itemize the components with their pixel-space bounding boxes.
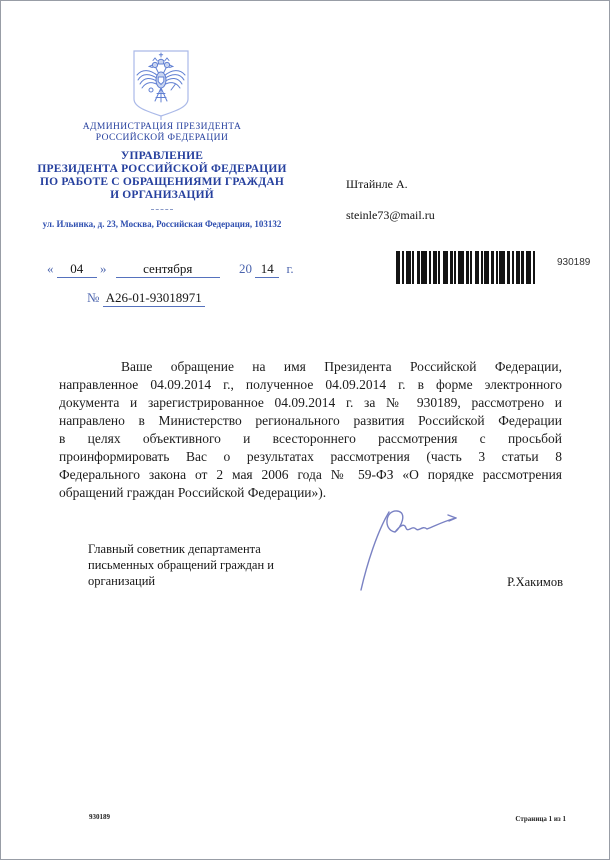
handwritten-signature (345, 502, 463, 597)
barcode-bar (450, 251, 453, 284)
registration-number-value: А26-01-93018971 (103, 290, 205, 307)
barcode-bar (521, 251, 524, 284)
letterhead-ornament-divider (151, 209, 173, 210)
signature-ink-icon (345, 502, 463, 592)
footer-reference-number: 930189 (89, 813, 110, 821)
date-unit: г. (286, 261, 294, 276)
barcode-bar (516, 251, 520, 284)
body-line: проинформировать Вас о результатах рассмотрения (часть 3 статьи 8 (59, 449, 562, 464)
signer-title-line1: Главный советник департамента (88, 542, 261, 556)
barcode-bar (458, 251, 464, 284)
barcode-bar (496, 251, 498, 284)
recipient-name: Штайнле А. (346, 177, 408, 191)
barcode-bar (406, 251, 411, 284)
barcode-bar (412, 251, 414, 284)
letter-body (59, 358, 562, 502)
barcode-bar (466, 251, 469, 284)
date-day: 04 (57, 261, 97, 278)
dept-name-line2: ПРЕЗИДЕНТА РОССИЙСКОЙ ФЕДЕРАЦИИ (37, 163, 287, 175)
body-line: документа и зарегистрированное 04.09.2014 г. за № 930189, рассмотрено и (59, 395, 562, 410)
signer-title-line2: письменных обращений граждан и (88, 558, 274, 572)
barcode-bar (417, 251, 420, 284)
signer-name: Р.Хакимов (507, 575, 563, 589)
registration-number-line (87, 290, 205, 306)
barcode-bar (484, 251, 489, 284)
letterhead (1, 122, 323, 229)
barcode-bar (438, 251, 440, 284)
letterhead-address: ул. Ильинка, д. 23, Москва, Российская Федерация, 103132 (42, 219, 282, 229)
org-name-line1: АДМИНИСТРАЦИЯ ПРЕЗИДЕНТА (82, 122, 242, 132)
body-line: Ваше обращение на имя Президента Российской Федерации, (121, 359, 562, 374)
body-line: в целях объективного и всестороннего рассмотрения с просьбой (59, 431, 562, 446)
barcode-bar (475, 251, 479, 284)
date-year: 14 (255, 261, 279, 278)
barcode-bar (429, 251, 431, 284)
footer-page-indicator: Страница 1 из 1 (515, 815, 566, 823)
barcode-bar (454, 251, 456, 284)
number-sign: № (87, 290, 100, 305)
close-guillemet: » (100, 261, 107, 276)
barcode-bar (481, 251, 483, 284)
barcode-bar (507, 251, 510, 284)
signer-title-line3: организаций (88, 574, 156, 588)
org-name-line2: РОССИЙСКОЙ ФЕДЕРАЦИИ (95, 133, 229, 143)
body-line: направленное 04.09.2014 г., полученное 04.09.2014 г. в форме электронного (59, 377, 562, 392)
date-century: 20 (239, 261, 252, 276)
coat-of-arms-eagle-icon (132, 49, 190, 121)
body-line: обращений граждан Российской Федерации»). (59, 485, 327, 500)
coat-of-arms (132, 49, 190, 126)
barcode-bar (526, 251, 531, 284)
dept-name-line1: УПРАВЛЕНИЕ (120, 150, 204, 162)
dept-name-line4: И ОРГАНИЗАЦИЙ (110, 189, 214, 201)
dept-name-line3: ПО РАБОТЕ С ОБРАЩЕНИЯМИ ГРАЖДАН (40, 176, 284, 188)
barcode-bar (421, 251, 427, 284)
barcode-bar (499, 251, 505, 284)
barcode-bar (533, 251, 535, 284)
recipient-email: steinle73@mail.ru (346, 208, 435, 222)
date-month: сентября (116, 261, 220, 278)
barcode-bar (402, 251, 404, 284)
barcode-bar (396, 251, 400, 284)
barcode-bars (396, 251, 535, 284)
barcode-number: 930189 (557, 257, 591, 268)
body-line: Федерального закона от 2 мая 2006 года № 59-ФЗ «О порядке рассмотрения (59, 467, 562, 482)
barcode-bar (491, 251, 494, 284)
barcode-bar (443, 251, 448, 284)
barcode-bar (433, 251, 437, 284)
signer-title (88, 541, 274, 589)
open-guillemet: « (47, 261, 54, 276)
recipient-block (346, 177, 435, 223)
barcode-bar (512, 251, 514, 284)
barcode-bar (470, 251, 472, 284)
body-line: направлено в Министерство регионального развития Российской Федерации (59, 413, 562, 428)
date-line (47, 261, 294, 278)
